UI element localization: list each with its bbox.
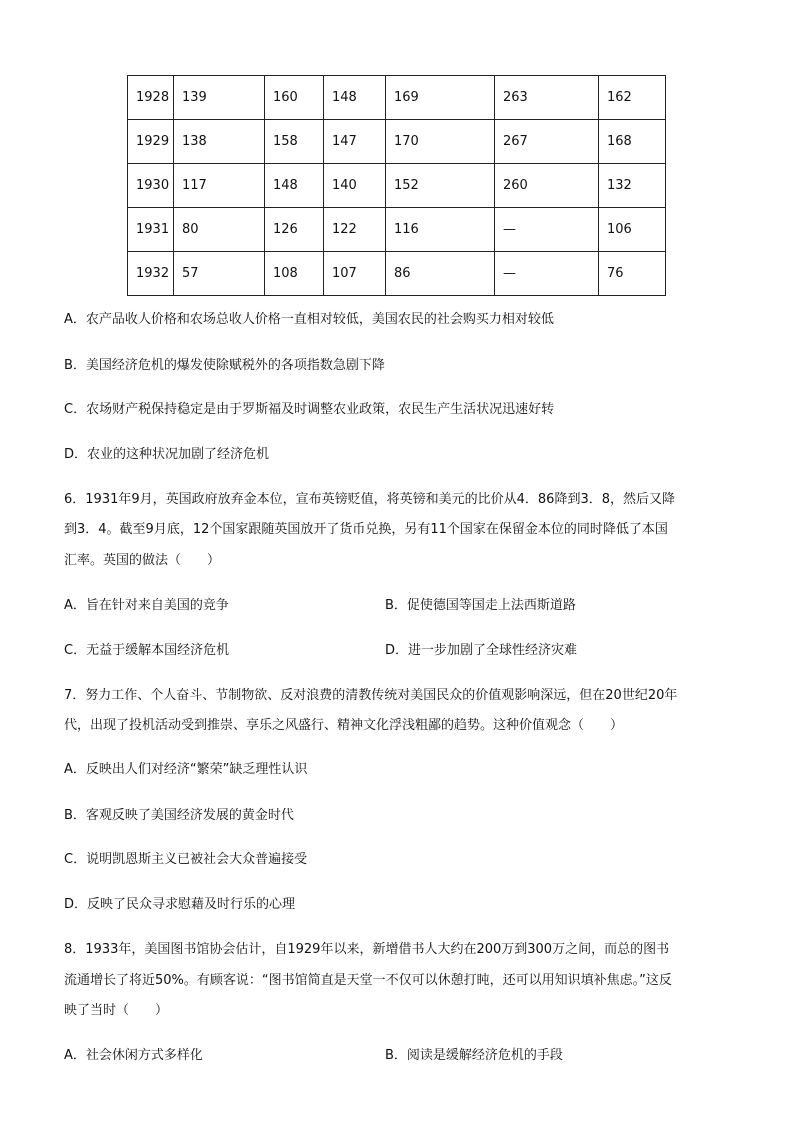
table-cell: 122 xyxy=(324,208,386,252)
table-cell: 106 xyxy=(599,208,666,252)
table-cell: 126 xyxy=(265,208,324,252)
table-row xyxy=(128,252,666,296)
table-row xyxy=(128,120,666,164)
q6-option-d: D．进一步加剧了全球性经济灾难 xyxy=(385,643,578,658)
q8-option-b: B．阅读是缓解经济危机的手段 xyxy=(385,1048,563,1063)
q5-option-c: C．农场财产税保持稳定是由于罗斯福及时调整农业政策，农民生产生活状况迅速好转 xyxy=(64,402,555,417)
table-cell: 267 xyxy=(495,120,599,164)
table-cell: 147 xyxy=(324,120,386,164)
table-cell: 168 xyxy=(599,120,666,164)
table-cell: 76 xyxy=(599,252,666,296)
q6-options-row-1 xyxy=(64,598,732,614)
data-table xyxy=(127,75,666,296)
q6-option-b: B．促使德国等国走上法西斯道路 xyxy=(385,598,576,613)
q5-option-b: B．美国经济危机的爆发使除赋税外的各项指数急剧下降 xyxy=(64,358,385,373)
q6-stem-line-2: 到3．4。截至9月底，12个国家跟随英国放开了货币兑换，另有11个国家在保留金本位的同时降低了本国 xyxy=(64,522,668,537)
q7-stem-line-1: 7．努力工作、个人奋斗、节制物欲、反对浪费的清教传统对美国民众的价值观影响深远，但在20世纪20年 xyxy=(64,688,678,703)
q8-option-a: A．社会休闲方式多样化 xyxy=(64,1048,203,1063)
q5-option-d: D．农业的这种状况加剧了经济危机 xyxy=(64,447,270,462)
q7-option-b: B．客观反映了美国经济发展的黄金时代 xyxy=(64,808,294,823)
table-cell: 162 xyxy=(599,76,666,120)
table-cell: 116 xyxy=(386,208,495,252)
table-cell: — xyxy=(495,208,599,252)
table-cell: 148 xyxy=(324,76,386,120)
table-cell: 158 xyxy=(265,120,324,164)
table-cell: 1929 xyxy=(128,120,174,164)
q6-options-row-2 xyxy=(64,643,732,659)
table-cell: 1932 xyxy=(128,252,174,296)
q6-stem-line-3: 汇率。英国的做法（ ） xyxy=(64,553,221,568)
table-cell: 152 xyxy=(386,164,495,208)
table-cell: 132 xyxy=(599,164,666,208)
table-cell: 86 xyxy=(386,252,495,296)
table-row xyxy=(128,208,666,252)
table-row xyxy=(128,76,666,120)
table-cell: 169 xyxy=(386,76,495,120)
table-cell: 260 xyxy=(495,164,599,208)
table-cell: 1928 xyxy=(128,76,174,120)
table-cell: 138 xyxy=(174,120,265,164)
table-cell: 57 xyxy=(174,252,265,296)
q6-option-c: C．无益于缓解本国经济危机 xyxy=(64,643,230,658)
q6-option-a: A．旨在针对来自美国的竞争 xyxy=(64,598,229,613)
table-cell: 148 xyxy=(265,164,324,208)
table-cell: 117 xyxy=(174,164,265,208)
table-cell: 1930 xyxy=(128,164,174,208)
q6-stem-line-1: 6．1931年9月，英国政府放弃金本位，宣布英镑贬值，将英镑和美元的比价从4．86降到3．8，然后又降 xyxy=(64,492,675,507)
table-cell: 108 xyxy=(265,252,324,296)
q8-stem-line-1: 8．1933年，美国图书馆协会估计，自1929年以来，新增借书人大约在200万到300万之间，而总的图书 xyxy=(64,942,670,957)
table-cell: 160 xyxy=(265,76,324,120)
q7-option-d: D．反映了民众寻求慰藉及时行乐的心理 xyxy=(64,897,296,912)
table-row xyxy=(128,164,666,208)
q8-stem-line-3: 映了当时（ ） xyxy=(64,1003,169,1018)
q7-option-c: C．说明凯恩斯主义已被社会大众普遍接受 xyxy=(64,852,308,867)
table-cell: 107 xyxy=(324,252,386,296)
table-cell: 80 xyxy=(174,208,265,252)
table-cell: 139 xyxy=(174,76,265,120)
table-cell: — xyxy=(495,252,599,296)
q8-stem-line-2: 流通增长了将近50%。有顾客说：“图书馆简直是天堂一不仅可以休憩打盹，还可以用知识填补焦虑。”这反 xyxy=(64,973,672,988)
table-cell: 170 xyxy=(386,120,495,164)
table-cell: 1931 xyxy=(128,208,174,252)
table-cell: 263 xyxy=(495,76,599,120)
q7-option-a: A．反映出人们对经济“繁荣”缺乏理性认识 xyxy=(64,762,308,777)
table-cell: 140 xyxy=(324,164,386,208)
q7-stem-line-2: 代，出现了投机活动受到推崇、享乐之风盛行、精神文化浮浅粗鄙的趋势。这种价值观念（ ） xyxy=(64,718,624,733)
q5-option-a: A．农产品收人价格和农场总收人价格一直相对较低，美国农民的社会购买力相对较低 xyxy=(64,312,554,327)
q8-options-row-1 xyxy=(64,1048,732,1064)
